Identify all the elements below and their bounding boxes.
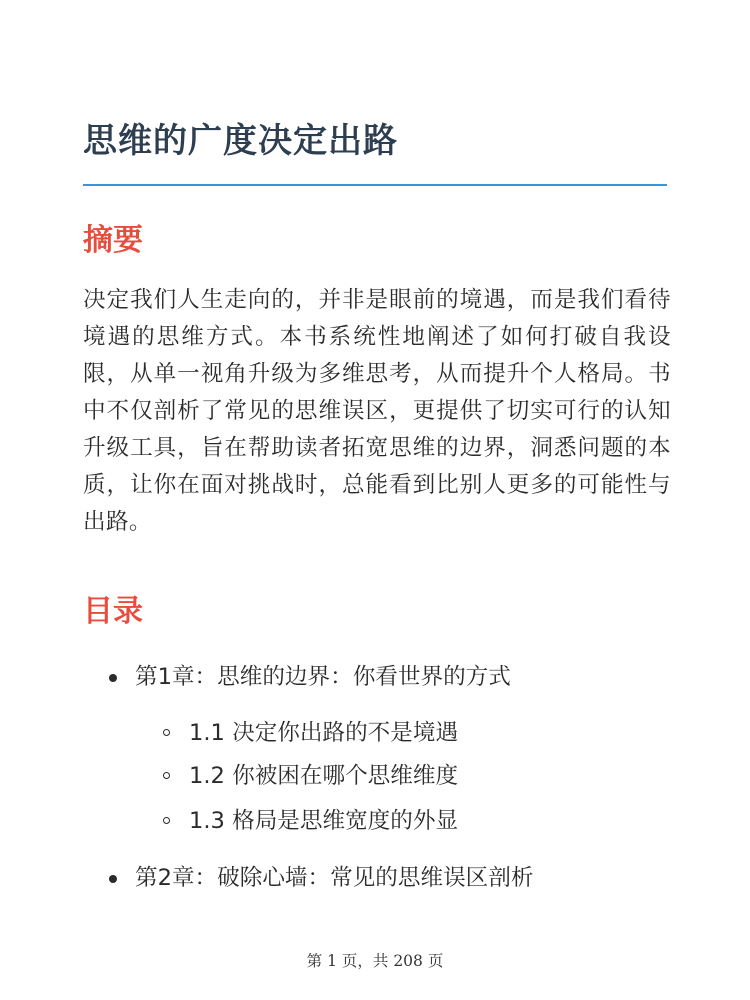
toc-section-1-2[interactable]: 1.2 你被困在哪个思维维度 (189, 763, 459, 789)
toc-chapter-2[interactable]: 第2章：破除心墙：常见的思维误区剖析 (135, 865, 534, 891)
abstract-body: 决定我们人生走向的，并非是眼前的境遇，而是我们看待境遇的思维方式。本书系统性地阐述了如何打破自我设限，从单一视角升级为多维思考，从而提升个人格局。书中不仅剖析了常见的思维误区，更提供了切实可行的认知升级工具，旨在帮助读者拓宽思维的边界，洞悉问题的本质，让你在面对挑战时，总能看到比别人更多的可能性与出路。 (83, 287, 671, 535)
document-title: 思维的广度决定出路 (83, 121, 398, 161)
toc-heading: 目录 (83, 594, 143, 629)
toc-section-1-1[interactable]: 1.1 决定你出路的不是境遇 (189, 720, 459, 746)
abstract-heading: 摘要 (83, 223, 143, 258)
bullet-circle-icon (163, 817, 170, 824)
toc-section-1-3[interactable]: 1.3 格局是思维宽度的外显 (189, 808, 459, 834)
title-divider (83, 184, 667, 186)
bullet-disc-icon (109, 674, 117, 682)
bullet-circle-icon (163, 772, 170, 779)
page-footer: 第 1 页，共 208 页 (306, 952, 444, 970)
bullet-circle-icon (163, 729, 170, 736)
toc-chapter-1[interactable]: 第1章：思维的边界：你看世界的方式 (135, 664, 511, 690)
bullet-disc-icon (109, 875, 117, 883)
